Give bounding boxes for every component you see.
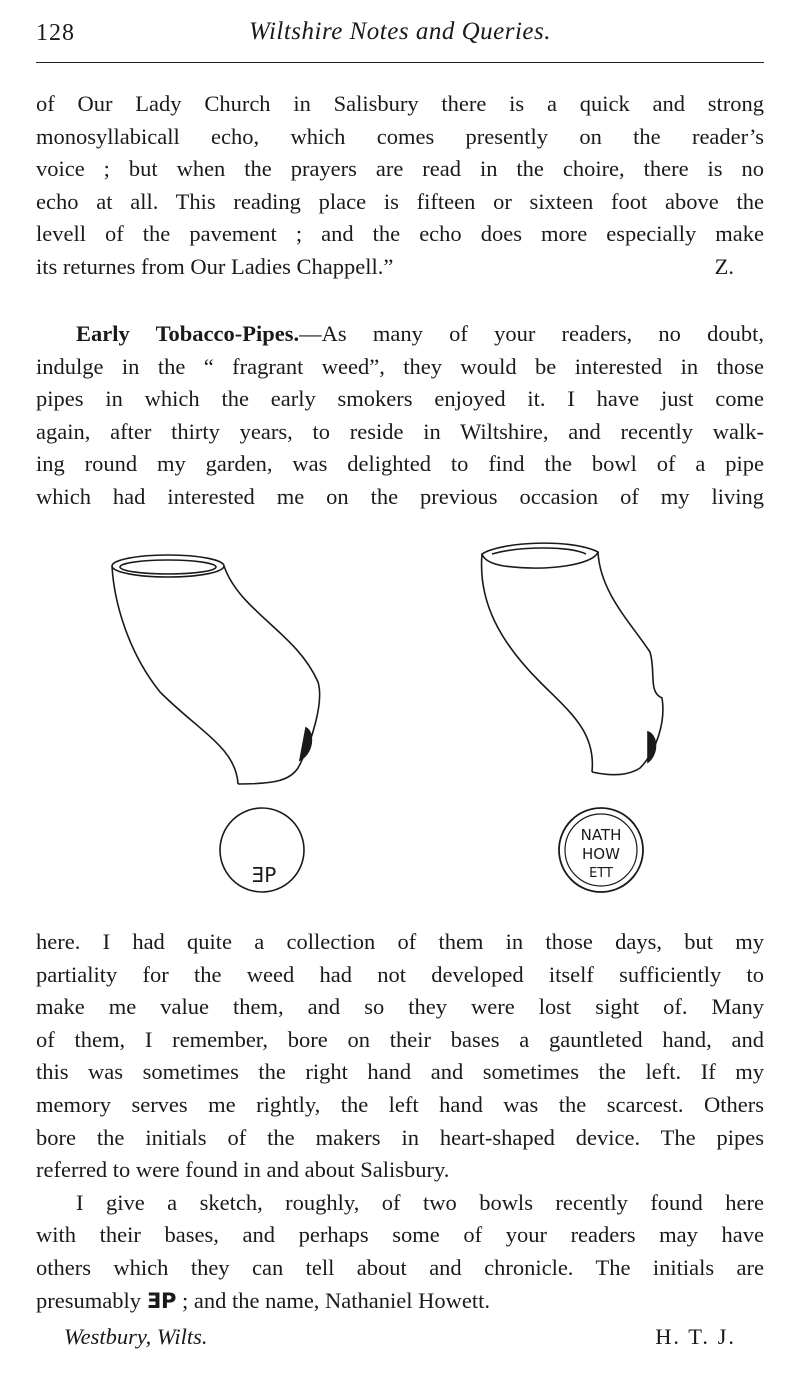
text-line: pipes in which the early smokers enjoyed it. I have just come (36, 386, 764, 412)
text-line: levell of the pavement ; and the echo does more especially make (36, 221, 764, 247)
signoff-initials: H. T. J. (655, 1324, 736, 1349)
text-line: voice ; but when the prayers are read in the choire, there is no (36, 156, 764, 182)
text-line: monosyllabicall echo, which comes presently on the reader’s (36, 123, 764, 149)
name-text: ; and the name, Nathaniel Howett. (181, 1287, 491, 1313)
text-line: bore the initials of the makers in heart-shaped device. The pipes (36, 1124, 764, 1150)
left-pipe-bowl (112, 555, 320, 784)
text-line: memory serves me rightly, the left hand was the scarcest. Others (36, 1091, 764, 1117)
page-number: 128 (36, 20, 75, 46)
text-line: others which they can tell about and chronicle. The initials are (36, 1254, 764, 1280)
text-line: referred to were found in and about Salisbury. (36, 1157, 450, 1183)
text-line: of them, I remember, bore on their bases a gauntleted hand, and (36, 1026, 764, 1052)
text-line: with their bases, and perhaps some of your readers may have (36, 1222, 764, 1248)
right-base-line-1: NATH (580, 826, 622, 844)
tobacco-note-paragraph (36, 318, 764, 514)
text-line: partiality for the weed had not developed itself sufficiently to (36, 961, 764, 987)
running-title: Wiltshire Notes and Queries. (249, 18, 551, 45)
text-line: I give a sketch, roughly, of two bowls recently found here (76, 1189, 764, 1215)
right-pipe-base (559, 808, 643, 892)
left-pipe-base (220, 808, 304, 892)
page-header (36, 18, 764, 52)
pipe-sketches-svg (100, 532, 740, 902)
text-line: make me value them, and so they were lost sight of. Many (36, 994, 764, 1020)
pipe-bowls-figure (100, 532, 740, 902)
article-heading: Early Tobacco-Pipes. (76, 321, 300, 346)
text-line: this was sometimes the right hand and sometimes the left. If my (36, 1059, 764, 1085)
text-line (36, 318, 764, 351)
echo-signature: Z. (714, 253, 734, 279)
presumably-text: presumably (36, 1287, 141, 1313)
header-rule (36, 62, 764, 63)
inline-initials: ƎP (146, 1288, 177, 1313)
signoff-place: Westbury, Wilts. (64, 1324, 208, 1349)
text-line: of Our Lady Church in Salisbury there is a quick and strong (36, 91, 764, 116)
text-line (36, 251, 764, 284)
heading-line-rest: —As many of your readers, no doubt, (299, 321, 764, 346)
text-line: indulge in the “ fragrant weed”, they would be interested in those (36, 353, 764, 379)
echo-note-paragraph (36, 88, 764, 284)
text-line (36, 1285, 764, 1318)
left-base-initials: ƎP (251, 863, 277, 887)
text-line: ing round my garden, was delighted to find the bowl of a pipe (36, 451, 764, 477)
text-line: again, after thirty years, to reside in Wiltshire, and recently walk- (36, 418, 764, 444)
article-signoff (64, 1320, 736, 1354)
text-line: here. I had quite a collection of them in those days, but my (36, 929, 764, 954)
echo-last-line: its returnes from Our Ladies Chappell.” (36, 253, 394, 279)
right-base-line-3: ETT (589, 866, 613, 881)
text-line: echo at all. This reading place is fifteen or sixteen foot above the (36, 188, 764, 214)
tobacco-note-continuation (36, 926, 764, 1317)
text-line: which had interested me on the previous occasion of my living (36, 483, 764, 509)
right-base-line-2: HOW (582, 845, 620, 863)
right-pipe-bowl (482, 543, 663, 775)
